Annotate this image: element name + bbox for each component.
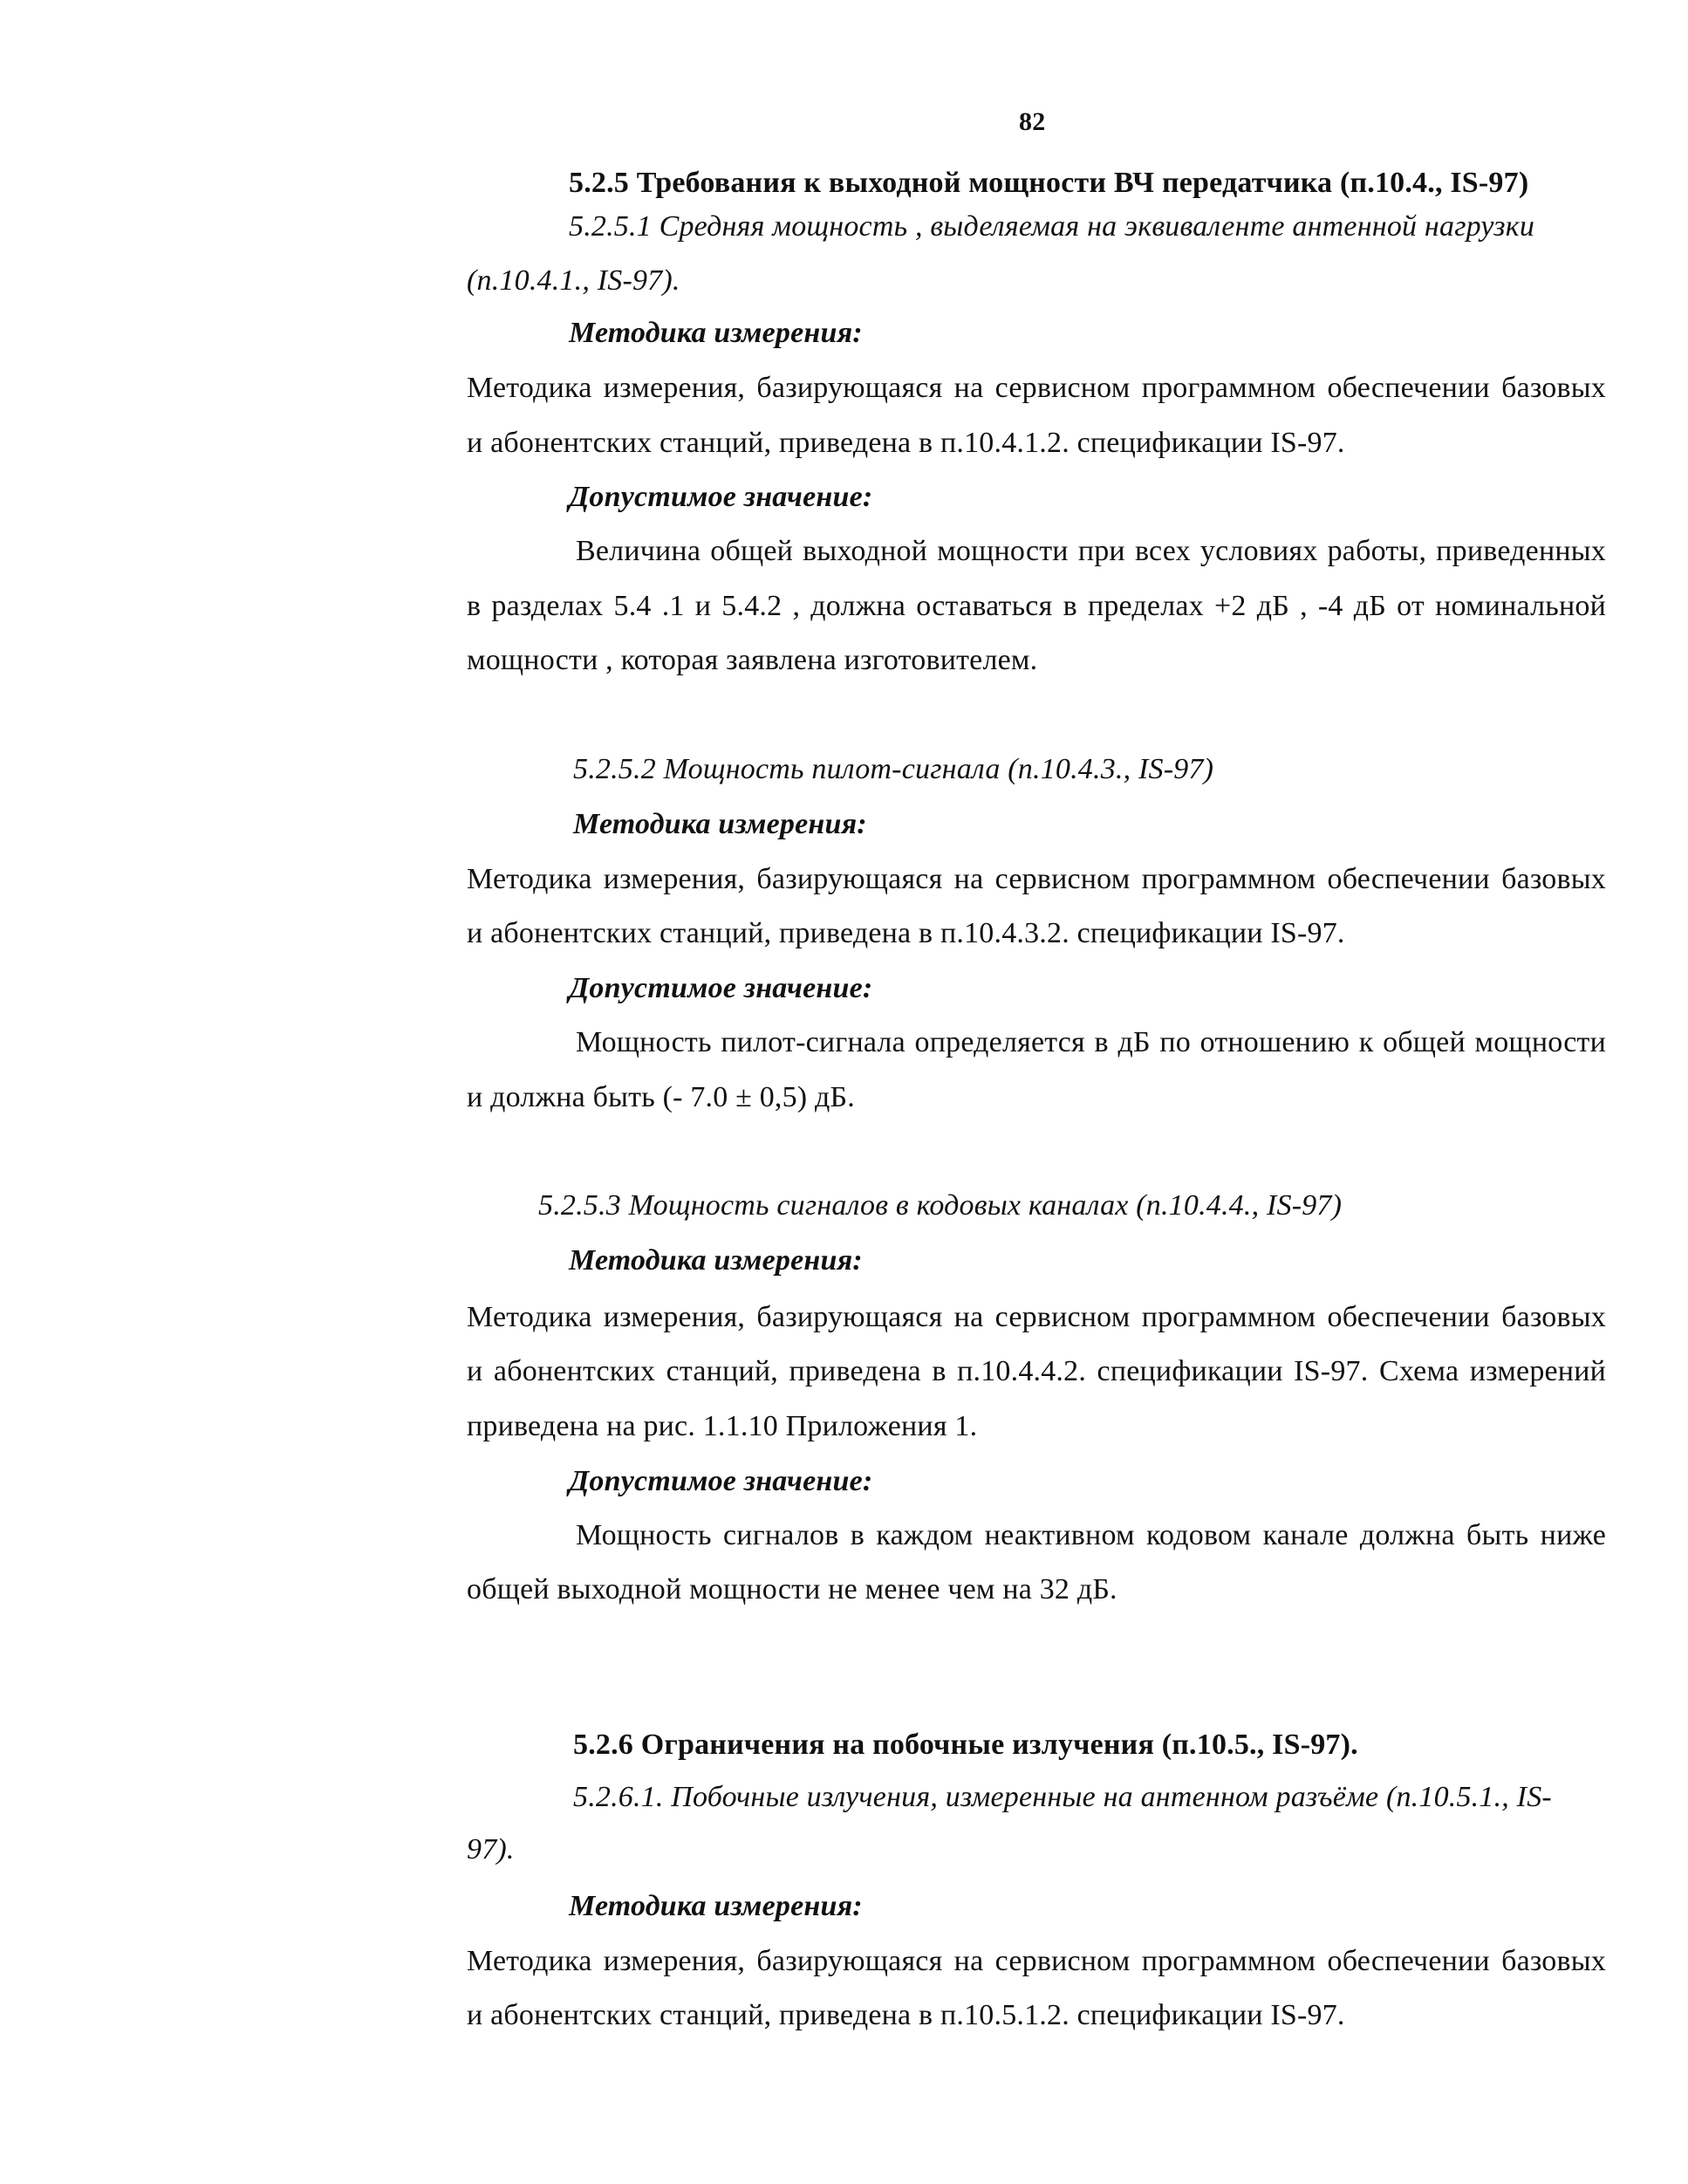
allowed-value-label: Допустимое значение: [569,1465,873,1497]
allowed-text-line: и должна быть (- 7.0 ± 0,5) дБ. [467,1081,855,1113]
subsection-title-5-2-5-2: 5.2.5.2 Мощность пилот-сигнала (п.10.4.3., IS-97) [573,753,1214,785]
subsection-title-5-2-6-1: 5.2.6.1. Побочные излучения, измеренные на антенном разъёме (п.10.5.1., IS- [573,1781,1552,1813]
allowed-value-label: Допустимое значение: [569,972,873,1004]
allowed-text-line: Мощность пилот-сигнала определяется в дБ по отношению к общей мощности [576,1026,1606,1058]
allowed-text-line: в разделах 5.4 .1 и 5.4.2 , должна оставаться в пределах +2 дБ , -4 дБ от номинальной [467,590,1606,622]
allowed-text-line: мощности , которая заявлена изготовителем. [467,644,1038,676]
section-heading-5-2-6: 5.2.6 Ограничения на побочные излучения (п.10.5., IS-97). [573,1729,1358,1761]
method-text-line: Методика измерения, базирующаяся на сервисном программном обеспечении базовых [467,863,1606,895]
method-text-line: и абонентских станций, приведена в п.10.4.1.2. спецификации IS-97. [467,427,1345,459]
method-text-line: приведена на рис. 1.1.10 Приложения 1. [467,1410,978,1442]
method-label: Методика измерения: [569,1890,863,1922]
method-label: Методика измерения: [569,317,863,349]
method-text-line: и абонентских станций, приведена в п.10.5.1.2. спецификации IS-97. [467,1999,1345,2031]
subsection-title-5-2-5-3: 5.2.5.3 Мощность сигналов в кодовых каналах (п.10.4.4., IS-97) [538,1189,1343,1222]
method-text-line: и абонентских станций, приведена в п.10.4.4.2. спецификации IS-97. Схема измерений [467,1355,1606,1387]
subsection-title-5-2-5-1-cont: (п.10.4.1., IS-97). [467,264,680,297]
method-label: Методика измерения: [573,808,867,840]
allowed-value-label: Допустимое значение: [569,481,873,513]
method-text-line: Методика измерения, базирующаяся на сервисном программном обеспечении базовых [467,372,1606,404]
allowed-text-line: общей выходной мощности не менее чем на 32 дБ. [467,1573,1117,1605]
section-heading-5-2-5: 5.2.5 Требования к выходной мощности ВЧ передатчика (п.10.4., IS-97) [569,167,1529,199]
page-number: 82 [1019,107,1046,136]
method-text-line: Методика измерения, базирующаяся на сервисном программном обеспечении базовых [467,1301,1606,1333]
allowed-text-line: Мощность сигналов в каждом неактивном кодовом канале должна быть ниже [576,1519,1606,1551]
method-text-line: и абонентских станций, приведена в п.10.4.3.2. спецификации IS-97. [467,917,1345,949]
allowed-text-line: Величина общей выходной мощности при всех условиях работы, приведенных [576,535,1606,567]
method-label: Методика измерения: [569,1244,863,1277]
method-text-line: Методика измерения, базирующаяся на сервисном программном обеспечении базовых [467,1945,1606,1977]
subsection-title-5-2-5-1: 5.2.5.1 Средняя мощность , выделяемая на эквиваленте антенной нагрузки [569,210,1535,243]
subsection-title-5-2-6-1-cont: 97). [467,1833,515,1866]
